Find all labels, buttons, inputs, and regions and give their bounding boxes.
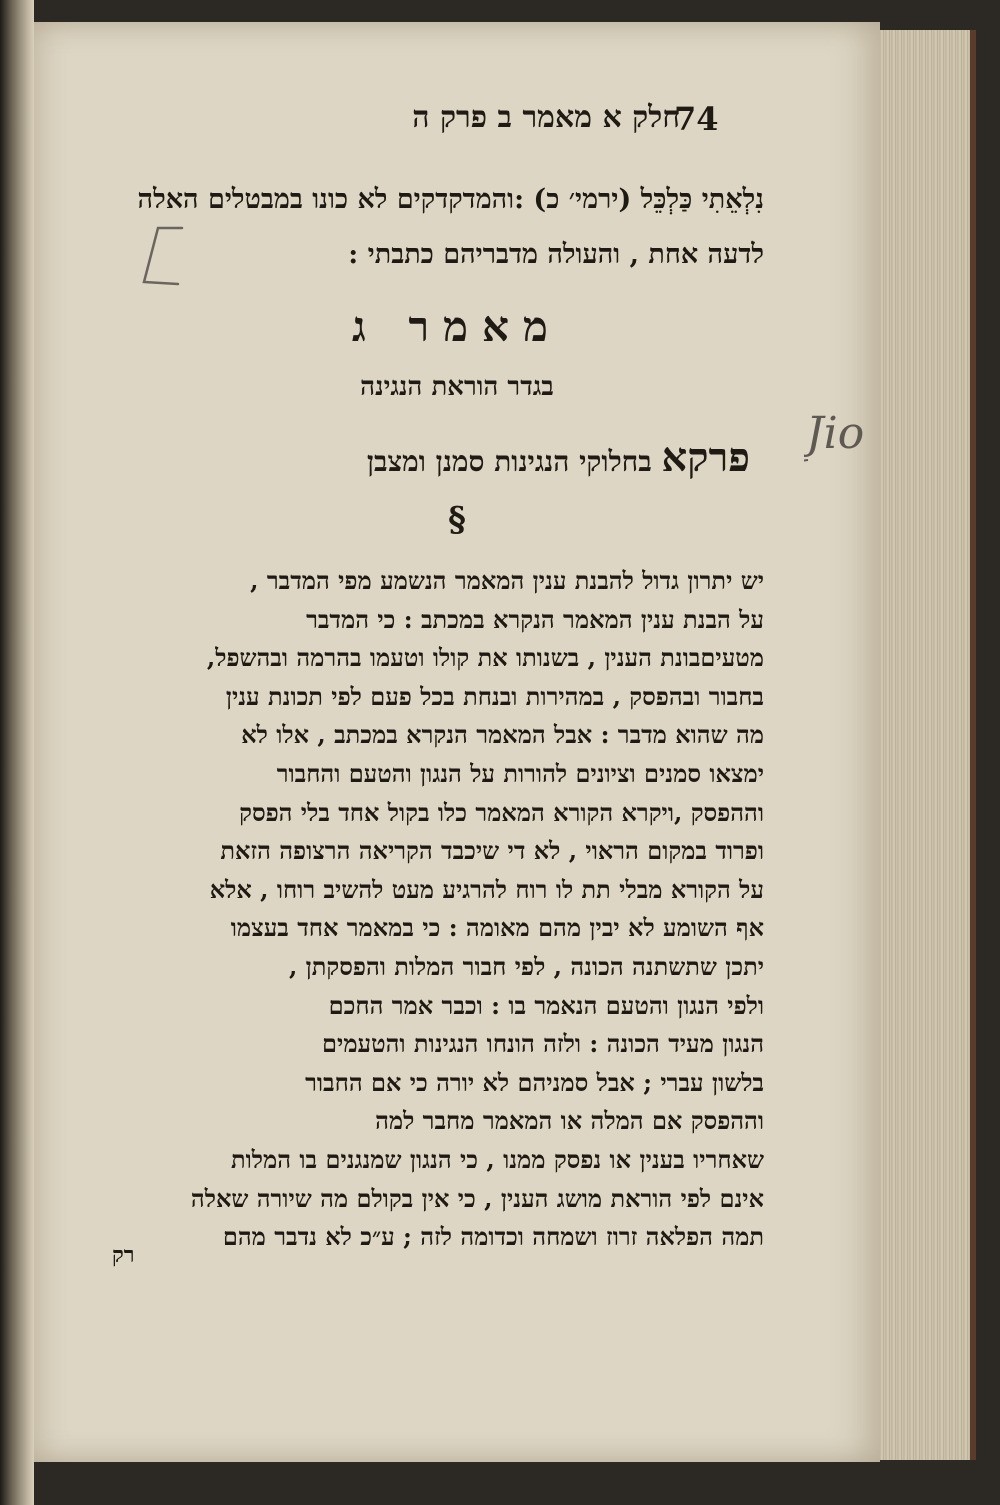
- running-title: חלק א מאמר ב פרק ה: [412, 100, 680, 135]
- intro-line: לדעה אחת , והעולה מדבריהם כתבתי :: [348, 239, 764, 270]
- body-line: על הבנת ענין המאמר הנקרא במכתב : כי המדבר: [306, 604, 764, 634]
- body-line: מטעיםבונת הענין , בשנותו את קולו וטעמו בהרמה ובהשפל,: [206, 643, 764, 673]
- pencil-note-text: Jio: [806, 408, 865, 459]
- chapter-title: בחלוקי הנגינות סמנן ומצבן: [366, 445, 652, 478]
- running-header: [34, 100, 880, 150]
- book-page: [34, 22, 880, 1462]
- body-paragraph: [74, 562, 764, 1257]
- body-line: על הקורא מבלי תת לו רוח להרגיע מעט להשיב רוחו , אלא: [209, 874, 764, 904]
- body-line: אף השומע לא יבין מהם מאומה : כי במאמר אחד בעצמו: [230, 913, 764, 943]
- body-line: ימצאו סמנים וציונים להורות על הנגון והטעם והחבור: [276, 758, 764, 788]
- section-title: מאמר ג: [352, 302, 562, 351]
- intro-line: נִלְאֵתִי כַּלְכֵּל (ירמי׳ כ) :והמדקדקים לא כונו במבטלים האלה: [137, 184, 764, 215]
- chapter-label: פרקא: [661, 434, 750, 481]
- body-line: ולפי הנגון והטעם הנאמר בו : וכבר אמר החכם: [328, 990, 764, 1020]
- body-line: תמה הפלאה זרוז ושמחה וכדומה לזה ; ע״כ לא נדבר מהם: [222, 1222, 764, 1252]
- section-symbol: §: [448, 500, 466, 540]
- body-line: וההפסק ,ויקרא הקורא המאמר כלו בקול אחד בלי הפסק: [239, 797, 764, 827]
- body-line: בחבור ובהפסק , במהירות ובנחת בכל פעם לפי תכונת ענין: [225, 681, 764, 711]
- chapter-heading: [367, 434, 750, 481]
- body-line: אינם לפי הוראת מושג הענין , כי אין בקולם מה שיורה שאלה: [190, 1183, 764, 1213]
- body-line: יש יתרון גדול להבנת ענין המאמר הנשמע מפי המדבר ,: [250, 566, 764, 595]
- catchword: רק: [112, 1242, 135, 1268]
- pencil-marginal-note: [804, 390, 874, 480]
- body-line: מה שהוא מדבר : אבל המאמר הנקרא במכתב , אלו לא: [241, 720, 764, 750]
- body-line: יתכן שתשתנה הכונה , לפי חבור המלות והפסקתן ,: [288, 951, 764, 981]
- book-binding: [0, 0, 34, 1505]
- page-number: 74: [674, 100, 719, 138]
- pencil-bracket-mark: [134, 222, 194, 292]
- body-line: וההפסק אם המלה או המאמר מחבר למה: [375, 1106, 764, 1136]
- body-line: שאחריו בענין או נפסק ממנו , כי הנגון שמנגנים בו המלות: [231, 1144, 764, 1174]
- section-subtitle: בגדר הוראת הנגינה: [360, 372, 554, 402]
- body-line: בלשון עברי ; אבל סמניהם לא יורה כי אם החבור: [305, 1067, 764, 1097]
- body-line: ופרוד במקום הראוי , לא די שיכבד הקריאה הרצופה הזאת: [220, 836, 764, 866]
- body-line: הנגון מעיד הכונה : ולזה הונחו הנגינות והטעמים: [322, 1029, 764, 1059]
